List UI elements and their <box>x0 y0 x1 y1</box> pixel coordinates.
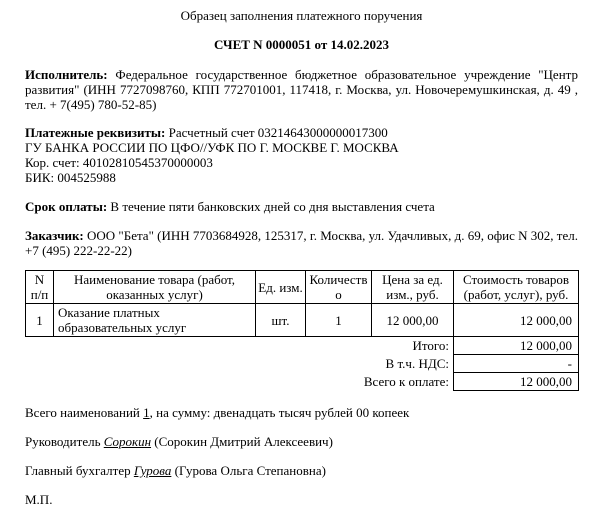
payment-details-block <box>25 125 578 185</box>
items-table <box>25 270 579 391</box>
invoice-number-heading: СЧЕТ N 0000051 от 14.02.2023 <box>213 37 390 52</box>
accountant-signature: Гурова <box>133 463 172 478</box>
vat-value: - <box>454 355 579 373</box>
col-header-quantity: Количество <box>306 271 372 304</box>
subtotal-value: 12 000,00 <box>454 337 579 355</box>
col-header-number: N п/п <box>26 271 54 304</box>
stamp-place: М.П. <box>25 492 53 507</box>
items-table-header-row <box>26 271 579 304</box>
accountant-title: Главный бухгалтер <box>25 463 134 478</box>
settlement-account: Расчетный счет 03214643000000017300 <box>168 125 388 140</box>
col-header-price: Цена за ед. изм., руб. <box>372 271 454 304</box>
items-summary-line <box>25 405 578 420</box>
subtotal-label: Итого: <box>412 338 449 354</box>
director-fullname: (Сорокин Дмитрий Алексеевич) <box>151 434 333 449</box>
payment-term-text: В течение пяти банковских дней со дня выставления счета <box>110 199 435 214</box>
item-unit: шт. <box>256 304 306 337</box>
items-count: 1 <box>143 405 150 420</box>
grand-total-label: Всего к оплате: <box>363 374 449 389</box>
payment-term-paragraph <box>25 199 578 214</box>
table-row <box>26 304 579 337</box>
payment-term-label: Срок оплаты: <box>25 199 108 214</box>
executor-text: Федеральное государственное бюджетное образовательное учреждение "Центр развития" (ИНН 7727098760, КПП 772701001, 117418, г. Москва, ул. Новочеремушкинская, д. 49 , тел. + 7(495) 780-52-85) <box>25 67 578 112</box>
vat-label: В т.ч. НДС: <box>385 356 449 371</box>
col-header-cost: Стоимость товаров (работ, услуг), руб. <box>454 271 579 304</box>
col-header-name: Наименование товара (работ, оказанных услуг) <box>54 271 256 304</box>
items-summary-suffix: , на сумму: двенадцать тысяч рублей 00 копеек <box>149 405 410 420</box>
customer-label: Заказчик: <box>25 228 84 243</box>
bank-name: ГУ БАНКА РОССИИ ПО ЦФО//УФК ПО Г. МОСКВЕ Г. МОСКВА <box>25 140 399 155</box>
accountant-fullname: (Гурова Ольга Степановна) <box>171 463 326 478</box>
accountant-signature-line <box>25 463 578 478</box>
customer-text: ООО "Бета" (ИНН 7703684928, 125317, г. Москва, ул. Удачливых, д. 69, офис N 302, тел. +7 (495) 222-22-22) <box>25 228 578 258</box>
executor-label: Исполнитель: <box>25 67 108 82</box>
item-name: Оказание платных образовательных услуг <box>54 304 256 337</box>
document-title: Образец заполнения платежного поручения <box>180 8 423 23</box>
executor-paragraph <box>25 67 578 112</box>
director-title: Руководитель <box>25 434 104 449</box>
corr-account: Кор. счет: 40102810545370000003 <box>25 155 213 170</box>
total-row-subtotal <box>26 337 579 355</box>
customer-paragraph <box>25 228 578 258</box>
payment-details-label: Платежные реквизиты: <box>25 125 166 140</box>
item-number: 1 <box>26 304 54 337</box>
col-header-unit: Ед. изм. <box>256 271 306 304</box>
items-summary-prefix: Всего наименований <box>25 405 144 420</box>
payment-details-line-1 <box>25 125 578 140</box>
director-signature-line <box>25 434 578 449</box>
item-quantity: 1 <box>306 304 372 337</box>
total-row-vat <box>26 355 579 373</box>
director-signature: Сорокин <box>103 434 152 449</box>
total-row-grand-total <box>26 373 579 391</box>
bik: БИК: 004525988 <box>25 170 116 185</box>
item-price: 12 000,00 <box>372 304 454 337</box>
grand-total-value: 12 000,00 <box>454 373 579 391</box>
item-cost: 12 000,00 <box>454 304 579 337</box>
